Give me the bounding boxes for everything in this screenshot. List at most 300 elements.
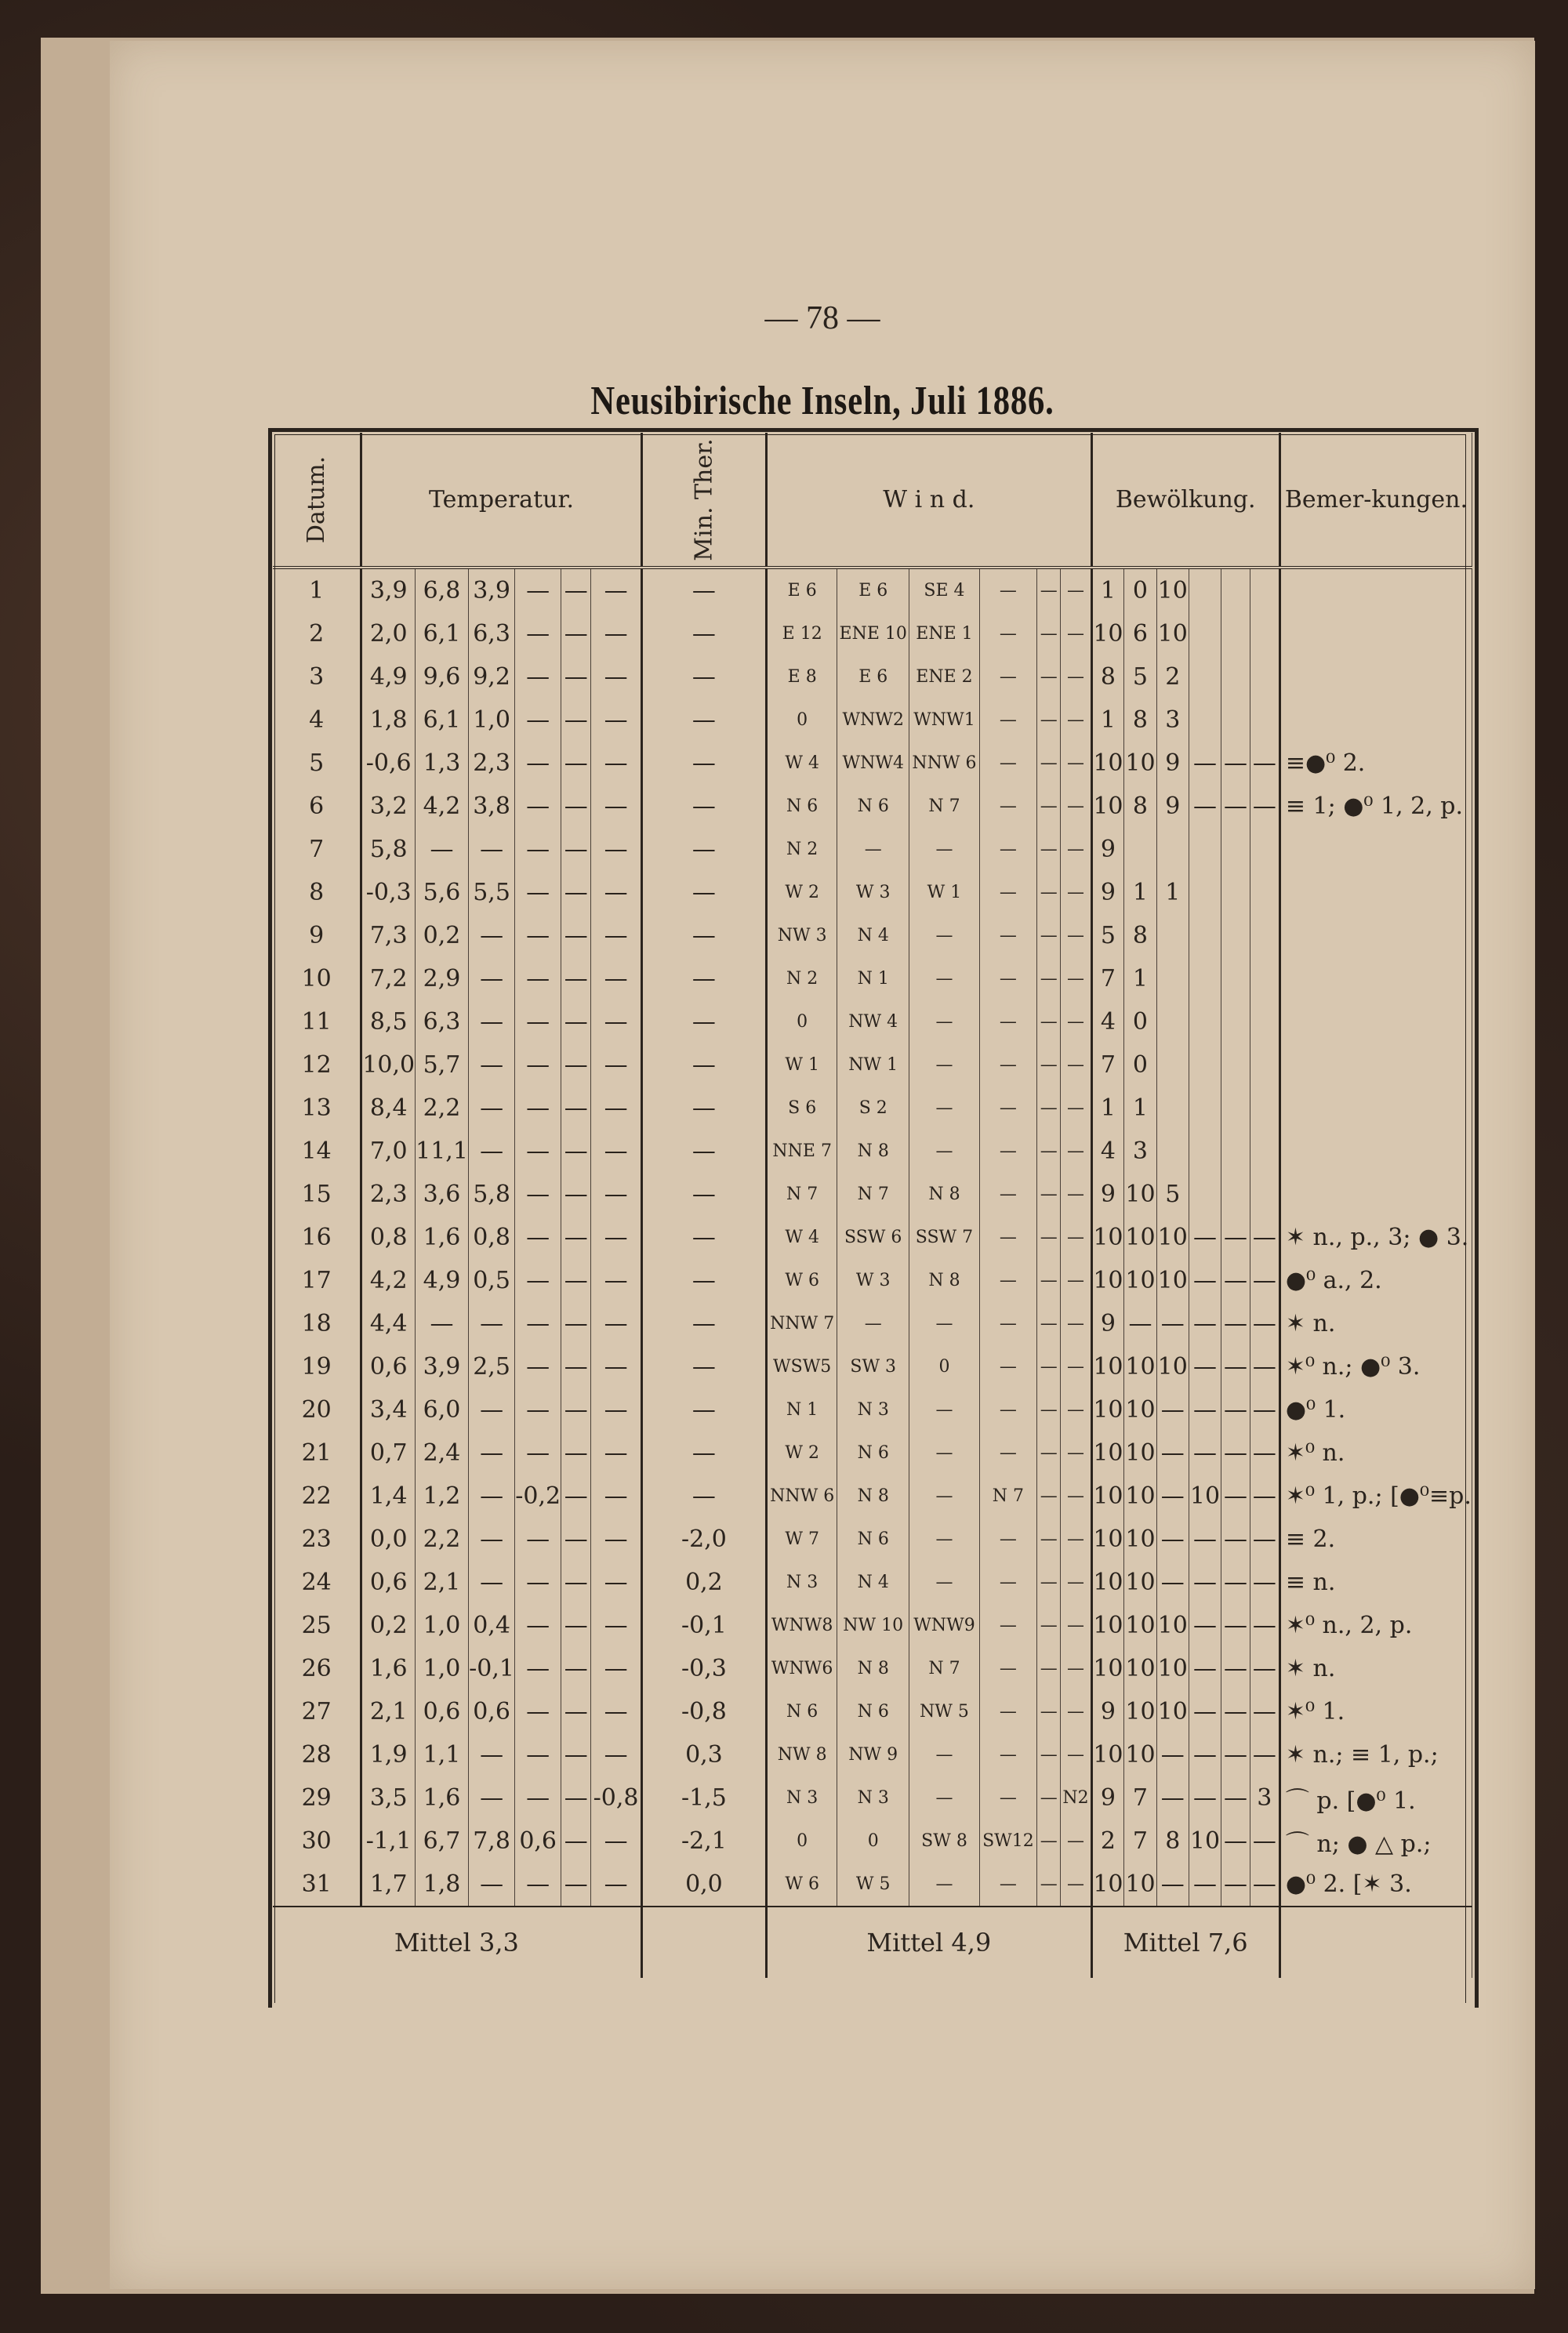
wind-cell: W 3 <box>837 871 909 914</box>
wind-cell: — <box>1061 871 1091 914</box>
temperature-cell: — <box>515 1431 561 1475</box>
temperature-cell: — <box>468 1087 514 1130</box>
temperature-cell: — <box>561 1776 591 1820</box>
min-ther-cell: — <box>641 1173 766 1216</box>
table-row <box>273 785 1472 828</box>
cloud-cell: 7 <box>1091 1043 1124 1087</box>
min-ther-cell: -2,1 <box>641 1820 766 1863</box>
cloud-cell <box>1250 914 1279 957</box>
temperature-cell: 2,2 <box>416 1518 469 1561</box>
temperature-cell: — <box>561 1863 591 1907</box>
wind-cell: N 3 <box>767 1776 837 1820</box>
cloud-cell: — <box>1250 742 1279 785</box>
wind-cell: WNW9 <box>909 1604 980 1647</box>
remarks-cell: ✶⁰ 1, p.; [●⁰≡p. <box>1279 1475 1472 1518</box>
temperature-cell: — <box>591 742 641 785</box>
cloud-cell: — <box>1221 1561 1250 1604</box>
temperature-cell: — <box>561 655 591 698</box>
wind-cell: — <box>979 1863 1036 1907</box>
cloud-cell: — <box>1189 1863 1221 1907</box>
cloud-cell <box>1250 1087 1279 1130</box>
temperature-cell: — <box>515 957 561 1000</box>
cloud-cell: — <box>1250 1431 1279 1475</box>
cloud-cell: — <box>1221 1518 1250 1561</box>
temperature-cell: — <box>561 1087 591 1130</box>
wind-cell: — <box>1037 1173 1061 1216</box>
min-ther-cell: — <box>641 1259 766 1302</box>
wind-cell: — <box>1061 1820 1091 1863</box>
temperature-cell: — <box>468 1561 514 1604</box>
datum-cell: 21 <box>273 1431 361 1475</box>
temperature-cell: — <box>515 1561 561 1604</box>
wind-cell: — <box>979 568 1036 612</box>
datum-cell: 24 <box>273 1561 361 1604</box>
cloud-cell: 10 <box>1124 1647 1156 1690</box>
temperature-cell: 2,1 <box>361 1690 416 1733</box>
wind-cell: — <box>1061 1000 1091 1043</box>
remarks-cell: ✶ n. <box>1279 1647 1472 1690</box>
temperature-cell: — <box>468 1130 514 1173</box>
temperature-cell: — <box>561 742 591 785</box>
wind-cell: — <box>1037 785 1061 828</box>
cloud-cell <box>1189 1043 1221 1087</box>
temperature-cell: — <box>515 1130 561 1173</box>
datum-cell: 19 <box>273 1345 361 1388</box>
wind-cell: — <box>909 1776 980 1820</box>
wind-cell: N 7 <box>979 1475 1036 1518</box>
temperature-cell: 3,6 <box>416 1173 469 1216</box>
temperature-cell: — <box>561 612 591 655</box>
temperature-cell: — <box>561 957 591 1000</box>
wind-cell: N 2 <box>767 828 837 871</box>
temperature-cell: — <box>416 1302 469 1345</box>
wind-cell: — <box>909 1043 980 1087</box>
cloud-cell: — <box>1189 1690 1221 1733</box>
cloud-cell: 8 <box>1124 914 1156 957</box>
wind-cell: — <box>909 1130 980 1173</box>
temperature-cell: — <box>591 1000 641 1043</box>
remarks-cell <box>1279 1087 1472 1130</box>
temperature-cell: 4,9 <box>361 655 416 698</box>
cloud-cell: — <box>1156 1776 1189 1820</box>
cloud-cell: — <box>1189 1776 1221 1820</box>
temperature-cell: 5,8 <box>468 1173 514 1216</box>
table-row <box>273 1518 1472 1561</box>
cloud-cell: — <box>1250 1863 1279 1907</box>
datum-cell: 28 <box>273 1733 361 1776</box>
wind-cell: — <box>1037 828 1061 871</box>
cloud-cell <box>1221 914 1250 957</box>
wind-cell: N 1 <box>767 1388 837 1431</box>
wind-cell: — <box>979 914 1036 957</box>
wind-cell: — <box>909 1518 980 1561</box>
temperature-cell: — <box>515 1173 561 1216</box>
wind-cell: — <box>1037 1216 1061 1259</box>
cloud-cell: 10 <box>1091 1475 1124 1518</box>
temperature-cell: 1,3 <box>416 742 469 785</box>
wind-cell: W 4 <box>767 742 837 785</box>
wind-cell: 0 <box>767 1000 837 1043</box>
temperature-cell: 4,4 <box>361 1302 416 1345</box>
wind-cell: SSW 6 <box>837 1216 909 1259</box>
min-ther-footer <box>641 1907 766 1978</box>
table-row <box>273 1561 1472 1604</box>
temperature-cell: 1,9 <box>361 1733 416 1776</box>
remarks-cell <box>1279 914 1472 957</box>
remarks-cell <box>1279 1173 1472 1216</box>
cloud-cell: 10 <box>1156 1216 1189 1259</box>
cloud-cell: — <box>1189 785 1221 828</box>
cloud-cell: — <box>1250 1345 1279 1388</box>
wind-cell: — <box>1061 1690 1091 1733</box>
min-ther-cell: — <box>641 1345 766 1388</box>
wind-cell: — <box>979 1259 1036 1302</box>
wind-cell: — <box>979 1000 1036 1043</box>
cloud-cell <box>1221 655 1250 698</box>
cloud-cell: 4 <box>1091 1000 1124 1043</box>
weather-table <box>273 433 1472 1978</box>
temperature-cell: — <box>591 1475 641 1518</box>
cloud-cell: 10 <box>1156 1259 1189 1302</box>
cloud-cell: 9 <box>1156 742 1189 785</box>
table-row <box>273 1475 1472 1518</box>
min-ther-cell: — <box>641 828 766 871</box>
wind-cell: N 3 <box>837 1388 909 1431</box>
wind-cell: — <box>1061 1561 1091 1604</box>
remarks-footer <box>1279 1907 1472 1978</box>
cloud-cell: — <box>1221 1733 1250 1776</box>
cloud-cell <box>1250 1130 1279 1173</box>
header-datum: Datum. <box>273 433 361 568</box>
temperature-cell: 3,2 <box>361 785 416 828</box>
wind-cell: NW 5 <box>909 1690 980 1733</box>
cloud-cell <box>1189 655 1221 698</box>
cloud-cell: 0 <box>1124 1000 1156 1043</box>
wind-cell: N 4 <box>837 1561 909 1604</box>
temperature-cell: 0,6 <box>416 1690 469 1733</box>
wind-cell: — <box>979 957 1036 1000</box>
table-row <box>273 871 1472 914</box>
wind-cell: NW 8 <box>767 1733 837 1776</box>
cloud-cell <box>1250 655 1279 698</box>
cloud-cell <box>1250 568 1279 612</box>
wind-cell: — <box>1061 655 1091 698</box>
temperature-cell: — <box>591 1431 641 1475</box>
temperature-cell: — <box>591 1345 641 1388</box>
min-ther-cell: — <box>641 612 766 655</box>
wind-cell: — <box>1061 1863 1091 1907</box>
temperature-cell: 1,8 <box>361 698 416 742</box>
remarks-cell: ●⁰ 2. [✶ 3. <box>1279 1863 1472 1907</box>
wind-cell: — <box>1037 1561 1061 1604</box>
remarks-cell <box>1279 828 1472 871</box>
cloud-cell: — <box>1156 1518 1189 1561</box>
min-ther-cell: — <box>641 1130 766 1173</box>
wind-cell: — <box>1037 1000 1061 1043</box>
temperature-cell: — <box>591 1690 641 1733</box>
table-row <box>273 1259 1472 1302</box>
cloud-cell: 10 <box>1091 1518 1124 1561</box>
header-row <box>273 433 1472 568</box>
remarks-cell: ⌒ n; ● △ p.; <box>1279 1820 1472 1863</box>
min-ther-cell: — <box>641 1087 766 1130</box>
cloud-cell: 7 <box>1091 957 1124 1000</box>
wind-cell: — <box>1037 871 1061 914</box>
wind-cell: — <box>979 1087 1036 1130</box>
datum-cell: 26 <box>273 1647 361 1690</box>
temperature-cell: — <box>591 1518 641 1561</box>
wind-cell: W 6 <box>767 1863 837 1907</box>
wind-cell: NW 3 <box>767 914 837 957</box>
temperature-cell: — <box>591 1733 641 1776</box>
temperature-cell: — <box>468 957 514 1000</box>
wind-cell: — <box>1061 957 1091 1000</box>
remarks-cell <box>1279 612 1472 655</box>
cloud-cell: 10 <box>1156 1604 1189 1647</box>
remarks-cell <box>1279 568 1472 612</box>
wind-cell: — <box>1037 1130 1061 1173</box>
remarks-cell: ≡ 1; ●⁰ 1, 2, p. <box>1279 785 1472 828</box>
cloud-cell: 10 <box>1091 612 1124 655</box>
cloud-cell: 9 <box>1156 785 1189 828</box>
cloud-cell <box>1250 828 1279 871</box>
wind-cell: N 7 <box>767 1173 837 1216</box>
wind-cell: — <box>1037 1647 1061 1690</box>
wind-cell: — <box>979 1690 1036 1733</box>
temperature-cell: — <box>515 568 561 612</box>
cloud-cell: 3 <box>1156 698 1189 742</box>
min-ther-cell: — <box>641 742 766 785</box>
wind-cell: — <box>1037 1863 1061 1907</box>
cloud-cell: 7 <box>1124 1820 1156 1863</box>
cloud-cell: — <box>1250 1302 1279 1345</box>
temperature-cell: -0,8 <box>591 1776 641 1820</box>
wind-cell: — <box>1061 1431 1091 1475</box>
cloud-cell <box>1250 1000 1279 1043</box>
wind-cell: ENE 1 <box>909 612 980 655</box>
temperature-cell: — <box>515 1000 561 1043</box>
cloud-cell: 10 <box>1091 1604 1124 1647</box>
temperature-cell: — <box>561 698 591 742</box>
cloud-cell: 10 <box>1156 1647 1189 1690</box>
cloud-cell: 9 <box>1091 871 1124 914</box>
temperature-cell: 8,4 <box>361 1087 416 1130</box>
temperature-cell: — <box>561 1475 591 1518</box>
wind-cell: — <box>909 1561 980 1604</box>
temperature-cell: — <box>591 871 641 914</box>
min-ther-cell: 0,3 <box>641 1733 766 1776</box>
temperature-cell: — <box>515 655 561 698</box>
cloud-cell: 10 <box>1091 1259 1124 1302</box>
temperature-cell: 2,5 <box>468 1345 514 1388</box>
temperature-cell: — <box>561 1604 591 1647</box>
cloud-cell: — <box>1189 1518 1221 1561</box>
wind-cell: — <box>1061 1259 1091 1302</box>
datum-cell: 9 <box>273 914 361 957</box>
temperature-cell: — <box>468 1733 514 1776</box>
wind-cell: — <box>837 828 909 871</box>
datum-cell: 4 <box>273 698 361 742</box>
temperature-cell: 2,3 <box>468 742 514 785</box>
wind-cell: — <box>1061 1345 1091 1388</box>
wind-cell: N 4 <box>837 914 909 957</box>
temperature-cell: — <box>515 1043 561 1087</box>
temperature-cell: 4,2 <box>416 785 469 828</box>
min-ther-cell: -2,0 <box>641 1518 766 1561</box>
temperature-cell: — <box>468 1302 514 1345</box>
min-ther-cell: — <box>641 698 766 742</box>
table-row <box>273 1173 1472 1216</box>
min-ther-cell: -0,8 <box>641 1690 766 1733</box>
temperature-cell: — <box>591 1259 641 1302</box>
cloud-cell: — <box>1124 1302 1156 1345</box>
table-row <box>273 1733 1472 1776</box>
min-ther-cell: — <box>641 568 766 612</box>
temperature-cell: 6,0 <box>416 1388 469 1431</box>
wind-cell: NW 10 <box>837 1604 909 1647</box>
cloud-cell: — <box>1189 742 1221 785</box>
wind-cell: — <box>1037 1302 1061 1345</box>
temperature-cell: — <box>468 1475 514 1518</box>
temperature-cell: — <box>561 1561 591 1604</box>
cloud-cell: — <box>1250 1733 1279 1776</box>
header-temperatur: Temperatur. <box>361 433 641 568</box>
cloud-cell: 10 <box>1156 1345 1189 1388</box>
cloud-cell: 2 <box>1156 655 1189 698</box>
cloud-cell <box>1189 871 1221 914</box>
cloud-cell <box>1221 957 1250 1000</box>
min-ther-cell: — <box>641 1216 766 1259</box>
wind-cell: W 6 <box>767 1259 837 1302</box>
wind-cell: SW 8 <box>909 1820 980 1863</box>
cloud-cell <box>1250 1173 1279 1216</box>
cloud-cell: 10 <box>1091 1733 1124 1776</box>
temperature-cell: 2,9 <box>416 957 469 1000</box>
table-row <box>273 1820 1472 1863</box>
wind-cell: WNW8 <box>767 1604 837 1647</box>
wind-cell: — <box>979 1561 1036 1604</box>
cloud-cell: — <box>1221 1863 1250 1907</box>
wind-cell: N 3 <box>837 1776 909 1820</box>
cloud-cell <box>1156 828 1189 871</box>
cloud-cell: 10 <box>1124 1173 1156 1216</box>
cloud-cell: 10 <box>1091 742 1124 785</box>
cloud-cell: 5 <box>1156 1173 1189 1216</box>
remarks-cell: ≡●⁰ 2. <box>1279 742 1472 785</box>
datum-cell: 2 <box>273 612 361 655</box>
remarks-cell: ≡ 2. <box>1279 1518 1472 1561</box>
cloud-cell: 8 <box>1156 1820 1189 1863</box>
cloud-cell: — <box>1250 1259 1279 1302</box>
datum-cell: 10 <box>273 957 361 1000</box>
cloud-cell <box>1189 914 1221 957</box>
temperature-cell: — <box>468 1431 514 1475</box>
cloud-cell <box>1156 1043 1189 1087</box>
cloud-cell: — <box>1250 1388 1279 1431</box>
cloud-cell: 10 <box>1156 1690 1189 1733</box>
wind-cell: 0 <box>767 698 837 742</box>
cloud-cell <box>1156 914 1189 957</box>
cloud-cell: 10 <box>1156 612 1189 655</box>
min-ther-cell: — <box>641 871 766 914</box>
cloud-cell: — <box>1189 1388 1221 1431</box>
temperature-cell: 0,6 <box>361 1561 416 1604</box>
temperature-cell: — <box>591 1216 641 1259</box>
table-row <box>273 655 1472 698</box>
cloud-cell: 2 <box>1091 1820 1124 1863</box>
temperature-cell: 2,3 <box>361 1173 416 1216</box>
wind-cell: — <box>1037 1820 1061 1863</box>
wind-cell: — <box>979 698 1036 742</box>
wind-cell: — <box>979 1302 1036 1345</box>
wind-cell: — <box>1061 1173 1091 1216</box>
remarks-cell: ✶ n., p., 3; ● 3. <box>1279 1216 1472 1259</box>
wind-cell: — <box>1061 1604 1091 1647</box>
remarks-cell: ✶⁰ n., 2, p. <box>1279 1604 1472 1647</box>
table-row <box>273 1690 1472 1733</box>
wind-cell: N 2 <box>767 957 837 1000</box>
cloud-cell <box>1250 612 1279 655</box>
table-row <box>273 957 1472 1000</box>
remarks-cell <box>1279 1000 1472 1043</box>
header-bemerkungen: Bemer-kungen. <box>1279 433 1472 568</box>
temperature-cell: 3,9 <box>468 568 514 612</box>
wind-cell: E 6 <box>767 568 837 612</box>
cloud-cell: — <box>1221 1820 1250 1863</box>
cloud-cell <box>1221 871 1250 914</box>
remarks-cell <box>1279 871 1472 914</box>
temperature-cell: — <box>515 1647 561 1690</box>
cloud-cell: 6 <box>1124 612 1156 655</box>
wind-cell: — <box>909 1000 980 1043</box>
wind-cell: — <box>979 1173 1036 1216</box>
wind-cell: — <box>1037 1345 1061 1388</box>
wind-cell: — <box>1061 568 1091 612</box>
cloud-cell: 10 <box>1091 1863 1124 1907</box>
wind-cell: W 4 <box>767 1216 837 1259</box>
cloud-cell: 3 <box>1250 1776 1279 1820</box>
wind-cell: — <box>979 1776 1036 1820</box>
temperature-cell: — <box>561 1216 591 1259</box>
datum-cell: 25 <box>273 1604 361 1647</box>
wind-cell: NW 9 <box>837 1733 909 1776</box>
cloud-cell: — <box>1156 1388 1189 1431</box>
cloud-cell: — <box>1221 1475 1250 1518</box>
temperature-cell: — <box>591 1302 641 1345</box>
table-row <box>273 1216 1472 1259</box>
cloud-cell <box>1189 1087 1221 1130</box>
remarks-cell <box>1279 698 1472 742</box>
temperature-cell: 1,8 <box>416 1863 469 1907</box>
min-ther-cell: — <box>641 1043 766 1087</box>
table-row <box>273 568 1472 612</box>
cloud-cell <box>1221 568 1250 612</box>
cloud-cell: — <box>1250 1690 1279 1733</box>
temperature-cell: 1,2 <box>416 1475 469 1518</box>
cloud-cell: — <box>1250 785 1279 828</box>
temperature-cell: 8,5 <box>361 1000 416 1043</box>
wind-cell: — <box>1061 1087 1091 1130</box>
temperature-cell: — <box>561 1173 591 1216</box>
datum-cell: 17 <box>273 1259 361 1302</box>
wind-cell: E 6 <box>837 655 909 698</box>
temperature-cell: 3,4 <box>361 1388 416 1431</box>
footer-row <box>273 1907 1472 1978</box>
table-row <box>273 1431 1472 1475</box>
temperature-cell: — <box>591 1604 641 1647</box>
remarks-cell: ✶ n.; ≡ 1, p.; <box>1279 1733 1472 1776</box>
wind-cell: — <box>1037 1776 1061 1820</box>
